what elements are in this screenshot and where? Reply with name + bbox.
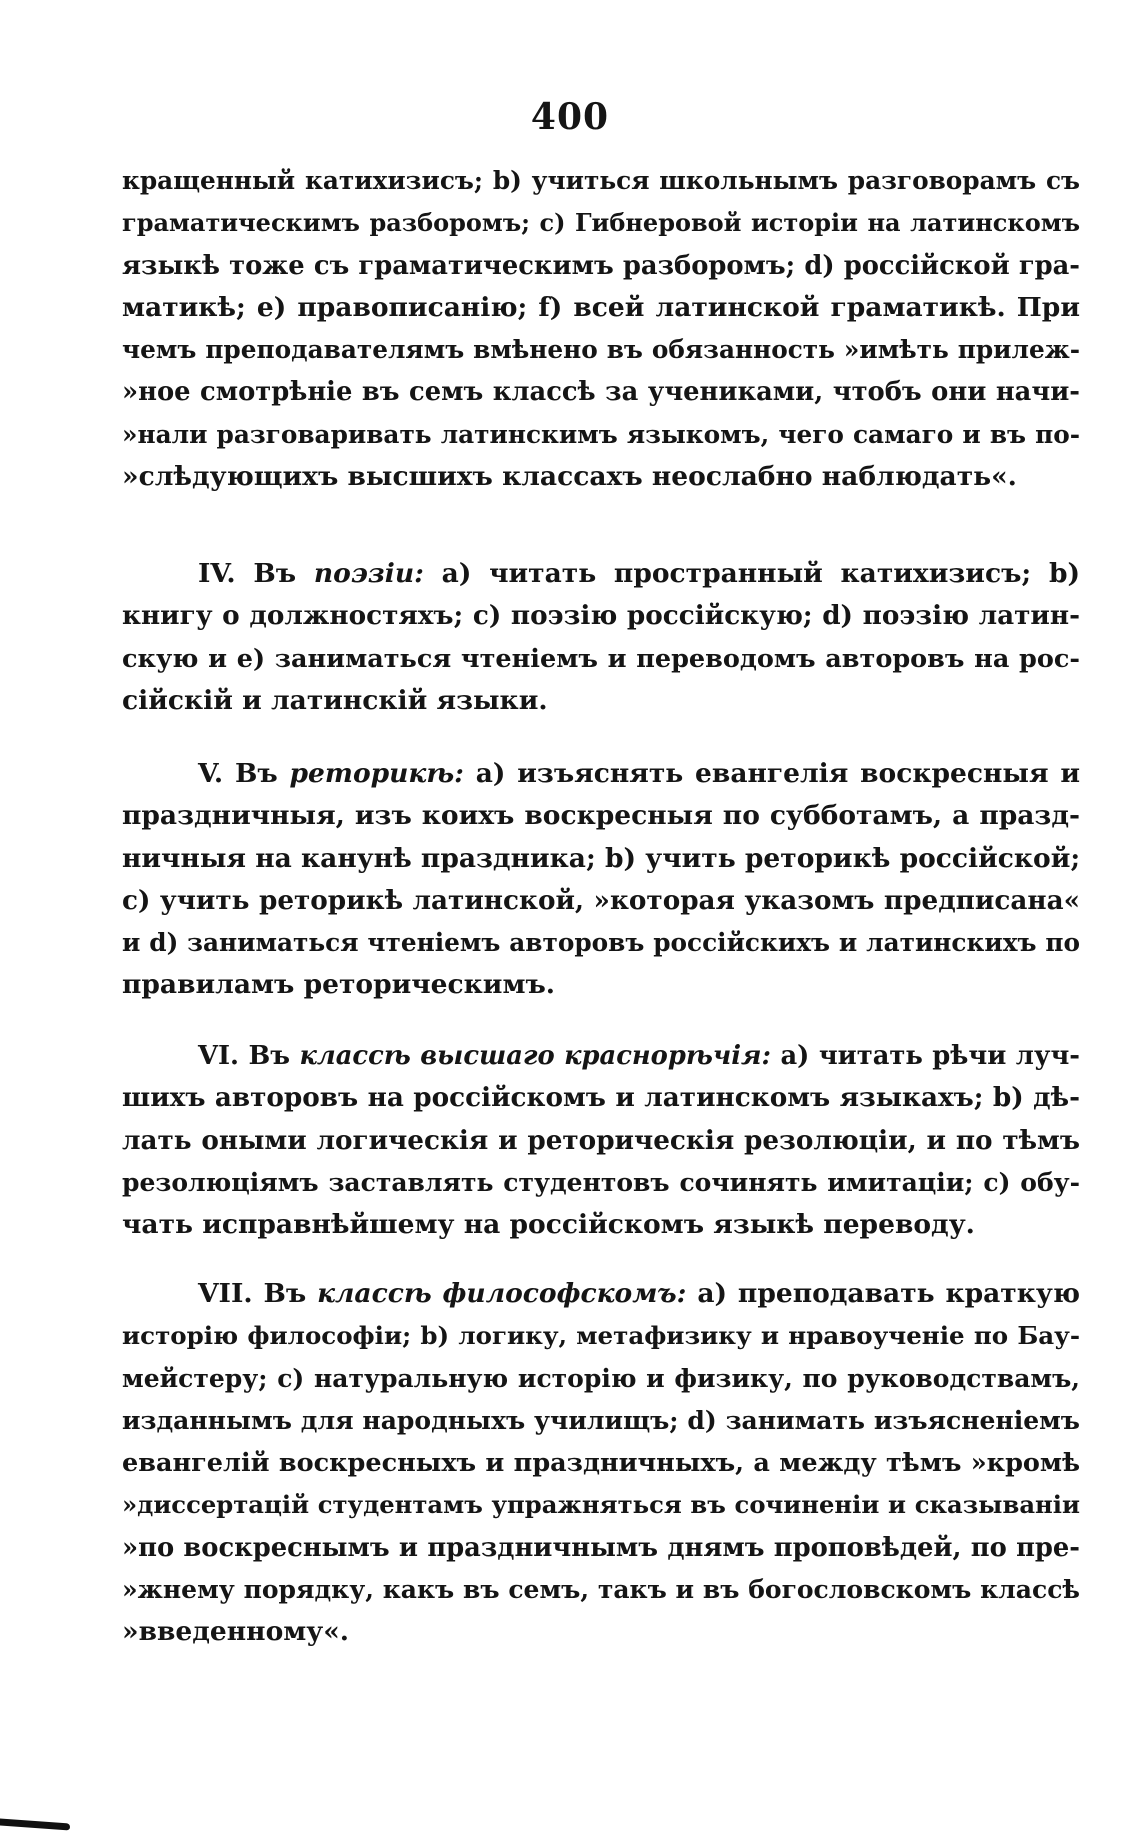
section-first-line xyxy=(122,1273,1080,1315)
section-intro-word: Въ xyxy=(234,758,278,789)
section-first-text: a) читать пространный катихизисъ; b) xyxy=(441,558,1081,589)
text-line: книгу о должностяхъ; c) поэзію россійскую; d) поэзію латин- xyxy=(122,600,1080,632)
scan-edge-mark xyxy=(0,1819,70,1831)
section-vii xyxy=(122,1273,1080,1654)
text-line: праздничныя, изъ коихъ воскресныя по субботамъ, а празд- xyxy=(122,800,1080,832)
section-iv xyxy=(122,553,1080,722)
section-heading: классѣ высшаго краснорѣчія: xyxy=(299,1041,772,1071)
text-line: »жнему порядку, какъ въ семъ, такъ и въ богословскомъ классѣ xyxy=(122,1575,1080,1605)
section-heading: поэзіи: xyxy=(313,558,424,589)
section-heading: реторикѣ: xyxy=(289,758,464,789)
text-line: правиламъ реторическимъ. xyxy=(122,969,556,1001)
page-number: 400 xyxy=(530,96,610,138)
section-v xyxy=(122,753,1080,1007)
text-line: исторію философіи; b) логику, метафизику и нравоученіе по Бау- xyxy=(122,1321,1080,1351)
text-line: изданнымъ для народныхъ училищъ; d) занимать изъясненіемъ xyxy=(122,1405,1080,1435)
section-first-line xyxy=(122,753,1080,795)
text-line: матикѣ; e) правописанію; f) всей латинской граматикѣ. При xyxy=(122,291,1080,323)
text-line: граматическимъ разборомъ; c) Гибнеровой исторіи на латинскомъ xyxy=(122,208,1080,238)
text-line: евангелій воскресныхъ и праздничныхъ, а между тѣмъ »кромѣ xyxy=(122,1448,1080,1479)
text-line: »ное смотрѣніе въ семъ классѣ за учениками, чтобъ они начи- xyxy=(122,377,1080,408)
text-line: »диссертацій студентамъ упражняться въ сочиненіи и сказываніи xyxy=(122,1490,1080,1520)
text-line: c) учить реторикѣ латинской, »которая указомъ предписана« xyxy=(122,884,1080,916)
text-line: шихъ авторовъ на россійскомъ и латинскомъ языкахъ; b) дѣ- xyxy=(122,1082,1080,1114)
section-first-line xyxy=(122,1035,1080,1077)
section-heading: классѣ философскомъ: xyxy=(317,1278,687,1309)
text-line: мейстеру; c) натуральную исторію и физику, по руководствамъ, xyxy=(122,1363,1080,1393)
text-line: »по воскреснымъ и праздничнымъ днямъ проповѣдей, по пре- xyxy=(122,1532,1080,1563)
text-line: языкѣ тоже съ граматическимъ разборомъ; d) россійской гра- xyxy=(122,250,1080,281)
text-line: »нали разговаривать латинскимъ языкомъ, чего самаго и въ по- xyxy=(122,419,1080,449)
paragraph-intro xyxy=(122,160,1080,498)
section-numeral: V. xyxy=(198,758,224,789)
section-intro-word: Въ xyxy=(248,1041,290,1071)
text-line: ничныя на канунѣ праздника; b) учить реторикѣ россійской; xyxy=(122,842,1081,874)
section-first-text: a) изъяснять евангелія воскресныя и xyxy=(475,758,1081,789)
section-first-text: a) читать рѣчи луч- xyxy=(780,1041,1080,1071)
text-line: лать оными логическія и реторическія резолюціи, и по тѣмъ xyxy=(122,1124,1080,1156)
text-line: чемъ преподавателямъ вмѣнено въ обязанность »имѣть прилеж- xyxy=(122,335,1080,365)
text-line: кращенный катихизисъ; b) учиться школьнымъ разговорамъ съ xyxy=(122,166,1080,195)
text-line: сійскій и латинскій языки. xyxy=(122,684,548,716)
text-line: »слѣдующихъ высшихъ классахъ неослабно наблюдать«. xyxy=(122,461,1017,493)
text-line: и d) заниматься чтеніемъ авторовъ россійскихъ и латинскихъ по xyxy=(122,928,1080,958)
text-line: чать исправнѣйшему на россійскомъ языкѣ переводу. xyxy=(122,1209,975,1241)
section-numeral: VI. xyxy=(198,1041,239,1071)
section-first-text: a) преподавать краткую xyxy=(697,1278,1080,1309)
text-line: »введенному«. xyxy=(122,1616,350,1648)
text-line: скую и e) заниматься чтеніемъ и переводомъ авторовъ на рос- xyxy=(122,643,1080,674)
section-intro-word: Въ xyxy=(253,558,297,589)
section-numeral: IV. xyxy=(198,558,236,589)
section-vi xyxy=(122,1035,1080,1246)
section-first-line xyxy=(122,553,1080,595)
text-line: резолюціямъ заставлять студентовъ сочинять имитаціи; c) обу- xyxy=(122,1167,1080,1197)
section-intro-word: Въ xyxy=(263,1278,307,1309)
section-numeral: VII. xyxy=(198,1278,253,1309)
